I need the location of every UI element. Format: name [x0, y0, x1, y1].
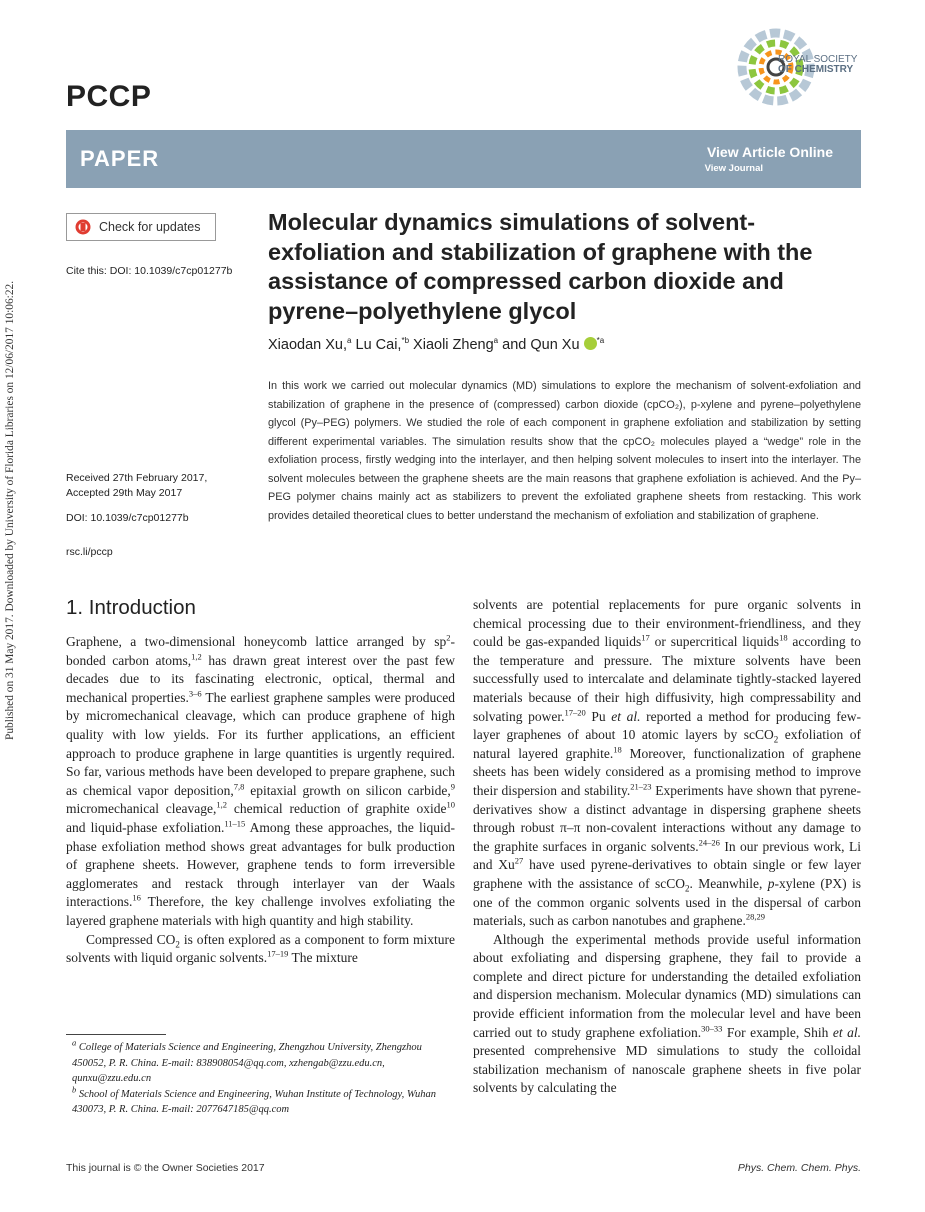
journal-name: PCCP: [66, 80, 152, 113]
view-article-online-link[interactable]: View Article Online: [706, 144, 833, 160]
body-column-right: [473, 596, 861, 1098]
view-journal-link[interactable]: View Journal: [704, 163, 763, 174]
cite-this: Cite this: DOI: 10.1039/c7cp01277b: [66, 265, 233, 277]
bookmark-icon: [75, 219, 91, 235]
check-for-updates-button[interactable]: Check for updates: [66, 213, 216, 241]
footnote-divider: [66, 1034, 166, 1035]
journal-footer: Phys. Chem. Chem. Phys.: [737, 1162, 861, 1174]
journal-site-link[interactable]: rsc.li/pccp: [66, 546, 113, 558]
article-title: Molecular dynamics simulations of solvent-exfoliation and stabilization of graphene with the assistance of compressed carbon dioxide and pyrene–polyethylene glycol: [268, 209, 813, 324]
affiliation-b: $^b$ School of Materials Science and Engineering, Wuhan Institute of Technology, Wuhan 430073, P. R. China. E-mail: 2077647185@qq.com: [72, 1084, 437, 1115]
paragraph: Graphene, a two-dimensional honeycomb lattice arranged by $sp^2$-bonded carbon atoms,$^{1,2}$ has drawn great interest over the past few decades due to its fascinating electronic, optical, thermal and mechanical properties.$^{3-6}$ The earliest graphene samples were produced by micromechanical cleavage, which can produce graphene of high quality with low yields. For its further applications, an efficient approach to produce graphene in large quantities is urgently required. So far, various methods have been developed to prepare graphene, such as chemical vapor deposition,$^{7,8}$ epitaxial growth on silicon carbide,$^9$ micromechanical cleavage,$^{1,2}$ chemical reduction of graphite oxide$^{10}$ and liquid-phase exfoliation.$^{11-15}$ Among these approaches, the liquid-phase exfoliation method shows great advantages for bulk production of graphene sheets. However, graphene tends to form irreversible agglomerates and restack through interlayer van der Waals interactions.$^{16}$ Therefore, the key challenge involves exfoliating the layered graphene materials with high quantity and high stability.: [66, 632, 456, 928]
affiliation-a: $^a$ College of Materials Science and Engineering, Zhengzhou University, Zhengzhou 450052, P. R. China. E-mail: 838908054@qq.com, xzhengab@zzu.edu.cn, qunxu@zzu.edu.cn: [72, 1037, 422, 1084]
received-date: Received 27th February 2017,: [66, 472, 208, 484]
article-type: PAPER: [80, 146, 160, 171]
download-note: Published on 31 May 2017. Downloaded by University of Florida Libraries on 12/06/2017 10:06:22.: [4, 280, 16, 740]
publisher-name: ROYAL SOCIETY OF CHEMISTRY: [778, 54, 858, 75]
paragraph: Although the experimental methods provide useful information about exfoliating and dispersing graphene, they fail to provide a complete and direct picture for understanding the detailed exfoliation and dispersion mechanism. Molecular dynamics (MD) simulations can provide efficient information from the molecular level and have been carried out to study graphene exfoliation.$^{30-33}$ For example, Shih et al. presented comprehensive MD simulations to study the colloidal stabilization mechanism of nanoscale graphene sheets in five polar solvents by calculating the: [473, 931, 861, 1096]
paragraph: Compressed $CO_2$ is often explored as a component to form mixture solvents with liquid organic solvents.$^{17-19}$ The mixture: [66, 931, 455, 966]
copyright-footer: This journal is © the Owner Societies 2017: [66, 1162, 265, 1174]
body-column-left: [66, 633, 455, 968]
paragraph: solvents are potential replacements for pure organic solvents in chemical processing due to their environment-friendliness, and they could be gas-expanded liquids$^{17}$ or supercritical liquids$^{18}$ according to the temperature and pressure. The mixture solvents have been successfully used to intercalate and delaminate tightly-stacked layered materials because of their high diffusivity, high compressability and solvating power.$^{17-20}$ Pu et al. reported a method for producing few-layer graphenes of about 10 atomic layers by scCO$_2$ exfoliation of natural layered graphite.$^{18}$ Moreover, functionalization of graphene sheets has been widely considered as a promising method to improve their dispersion and stability.$^{21-23}$ Experiments have shown that pyrene-derivatives show a distinct advantage in dispersing graphene sheets through robust π–π non-covalent interactions without any damage to the graphite surfaces in organic solvents.$^{24-26}$ In our previous work, Li and Xu$^{27}$ have used pyrene-derivatives to obtain single or few layer graphene with the assistance of scCO$_2$. Meanwhile, p-xylene (PX) is one of the common organic solvents used in the dispersal of carbon materials, such as carbon nanotubes and graphene.$^{28,29}$: [473, 597, 862, 929]
doi[interactable]: DOI: 10.1039/c7cp01277b: [66, 512, 189, 524]
orcid-icon[interactable]: [584, 337, 597, 350]
author-list: Xiaodan Xu,$^a$ Lu Cai,$^{*b}$ Xiaoli Zheng$^a$ and Qun Xu $^{*a}$: [268, 336, 605, 353]
affiliations: [66, 1037, 456, 1118]
section-heading: 1. Introduction: [66, 596, 196, 619]
abstract: In this work we carried out molecular dynamics (MD) simulations to explore the mechanism of solvent-exfoliation and stabilization of graphene in the presence of (compressed) carbon dioxide (cpCO₂), p-xylene and pyrene–polyethylene glycol (Py–PEG) polymers. We studied the role of each component in graphene exfoliation and stabilization by setting different experimental variables. The simulation results show that the cpCO₂ molecules played a “wedge” role in the exfoliation process, firstly wedging into the interlayer, and then helping solvent molecules to insert into the interlayer. The solvent molecules between the graphene sheets are the main reasons that graphene exfoliation is achieved. And the Py–PEG polymer chains mainly act as stabilizers to prevent the exfoliated graphene sheets from restacking. This work provides detailed theoretical clues to better understand the mechanism of exfoliation and stabilization of graphene.: [268, 380, 861, 522]
accepted-date: Accepted 29th May 2017: [66, 487, 183, 499]
article-type-banner: [66, 130, 861, 188]
